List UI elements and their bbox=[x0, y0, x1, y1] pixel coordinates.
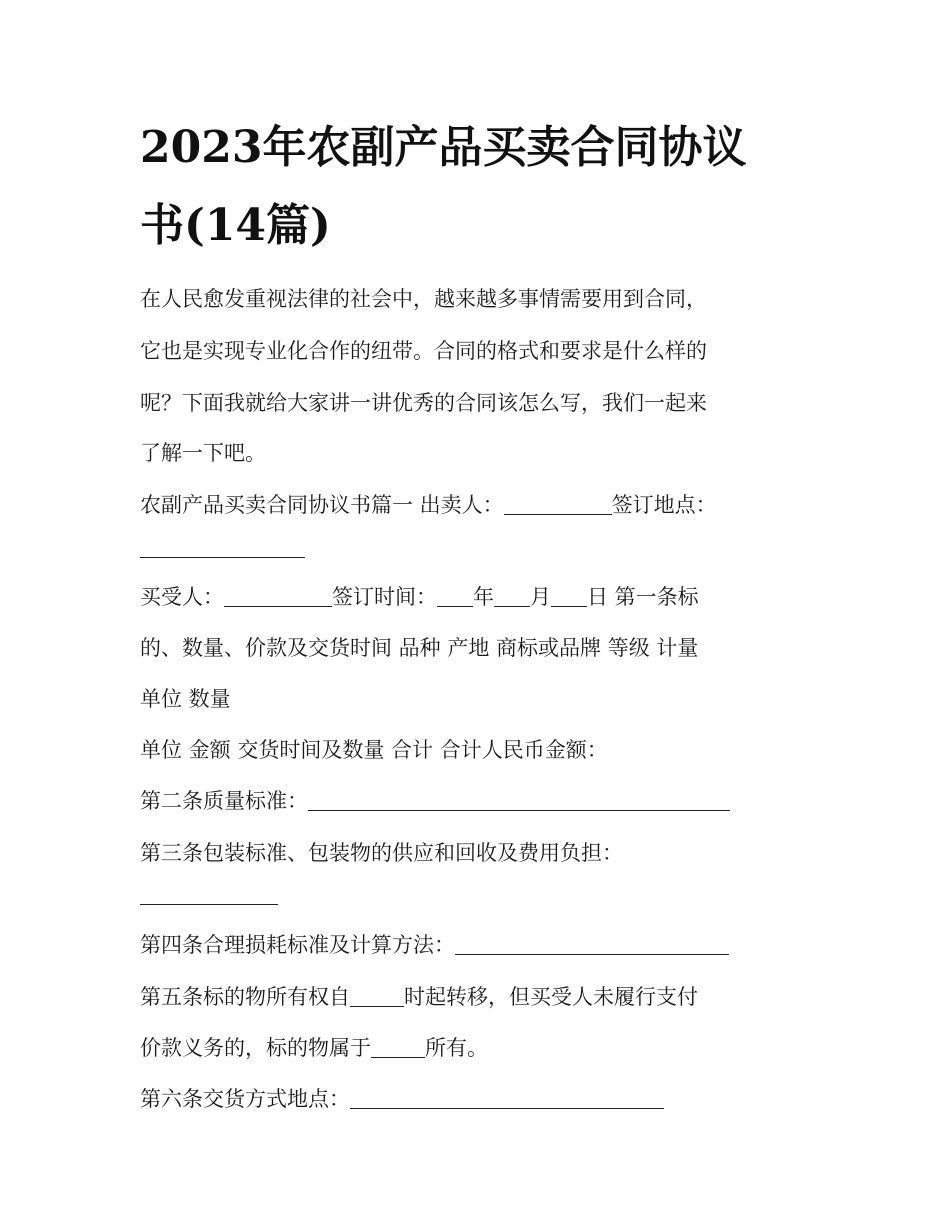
sign-time-label: 签订时间： bbox=[332, 585, 437, 609]
intro-line-2: 它也是实现专业化合作的纽带。合同的格式和要求是什么样的 bbox=[140, 339, 707, 363]
clause-5-owner-blank bbox=[371, 1037, 425, 1058]
seller-label: 农副产品买卖合同协议书篇一 出卖人： bbox=[140, 493, 504, 517]
clause-6-label: 第六条交货方式地点： bbox=[140, 1087, 350, 1111]
buyer-label: 买受人： bbox=[140, 585, 224, 609]
section1-buyer-line bbox=[140, 582, 699, 612]
clause-2-line bbox=[140, 786, 730, 816]
clause-4-line bbox=[140, 930, 729, 960]
buyer-blank bbox=[224, 586, 332, 607]
clause-5-line-2 bbox=[140, 1033, 488, 1063]
year-label: 年 bbox=[473, 585, 494, 609]
clause-3-blank bbox=[140, 902, 278, 905]
sign-place-blank bbox=[140, 555, 305, 558]
clause-4-label: 第四条合理损耗标准及计算方法： bbox=[140, 933, 455, 957]
year-blank bbox=[437, 586, 473, 607]
seller-blank bbox=[504, 494, 612, 515]
clause-2-label: 第二条质量标准： bbox=[140, 789, 308, 813]
clause-6-blank bbox=[350, 1088, 664, 1109]
section1-amount-line: 单位 金额 交货时间及数量 合计 合计人民币金额： bbox=[140, 738, 608, 762]
clause-6-line bbox=[140, 1084, 664, 1114]
section1-subject-line: 的、数量、价款及交货时间 品种 产地 商标或品牌 等级 计量 bbox=[140, 636, 699, 660]
section1-seller-line bbox=[140, 490, 717, 520]
section1-unit-line: 单位 数量 bbox=[140, 687, 231, 711]
sign-place-label: 签订地点： bbox=[611, 493, 717, 517]
clause-3-line: 第三条包装标准、包装物的供应和回收及费用负担： bbox=[140, 841, 623, 865]
intro-line-4: 了解一下吧。 bbox=[140, 441, 266, 465]
clause-5-part-b: 时起转移，但买受人未履行支付 bbox=[404, 985, 698, 1009]
intro-line-1: 在人民愈发重视法律的社会中，越来越多事情需要用到合同， bbox=[140, 287, 707, 311]
clause-5-time-blank bbox=[350, 986, 404, 1007]
clause-5-part-a: 第五条标的物所有权自 bbox=[140, 985, 350, 1009]
document-title-line-1: 2023年农副产品买卖合同协议 bbox=[140, 122, 747, 173]
day-label: 日 第一条标 bbox=[587, 585, 699, 609]
day-blank bbox=[551, 586, 587, 607]
clause-2-blank bbox=[308, 790, 730, 811]
document-title-line-2: 书(14篇) bbox=[140, 200, 331, 251]
clause-5-line-1 bbox=[140, 982, 698, 1012]
intro-line-3: 呢？下面我就给大家讲一讲优秀的合同该怎么写，我们一起来 bbox=[140, 391, 707, 415]
month-label: 月 bbox=[530, 585, 551, 609]
clause-4-blank bbox=[455, 934, 729, 955]
clause-5-part-c: 价款义务的，标的物属于 bbox=[140, 1036, 371, 1060]
month-blank bbox=[494, 586, 530, 607]
clause-5-part-d: 所有。 bbox=[425, 1036, 488, 1060]
